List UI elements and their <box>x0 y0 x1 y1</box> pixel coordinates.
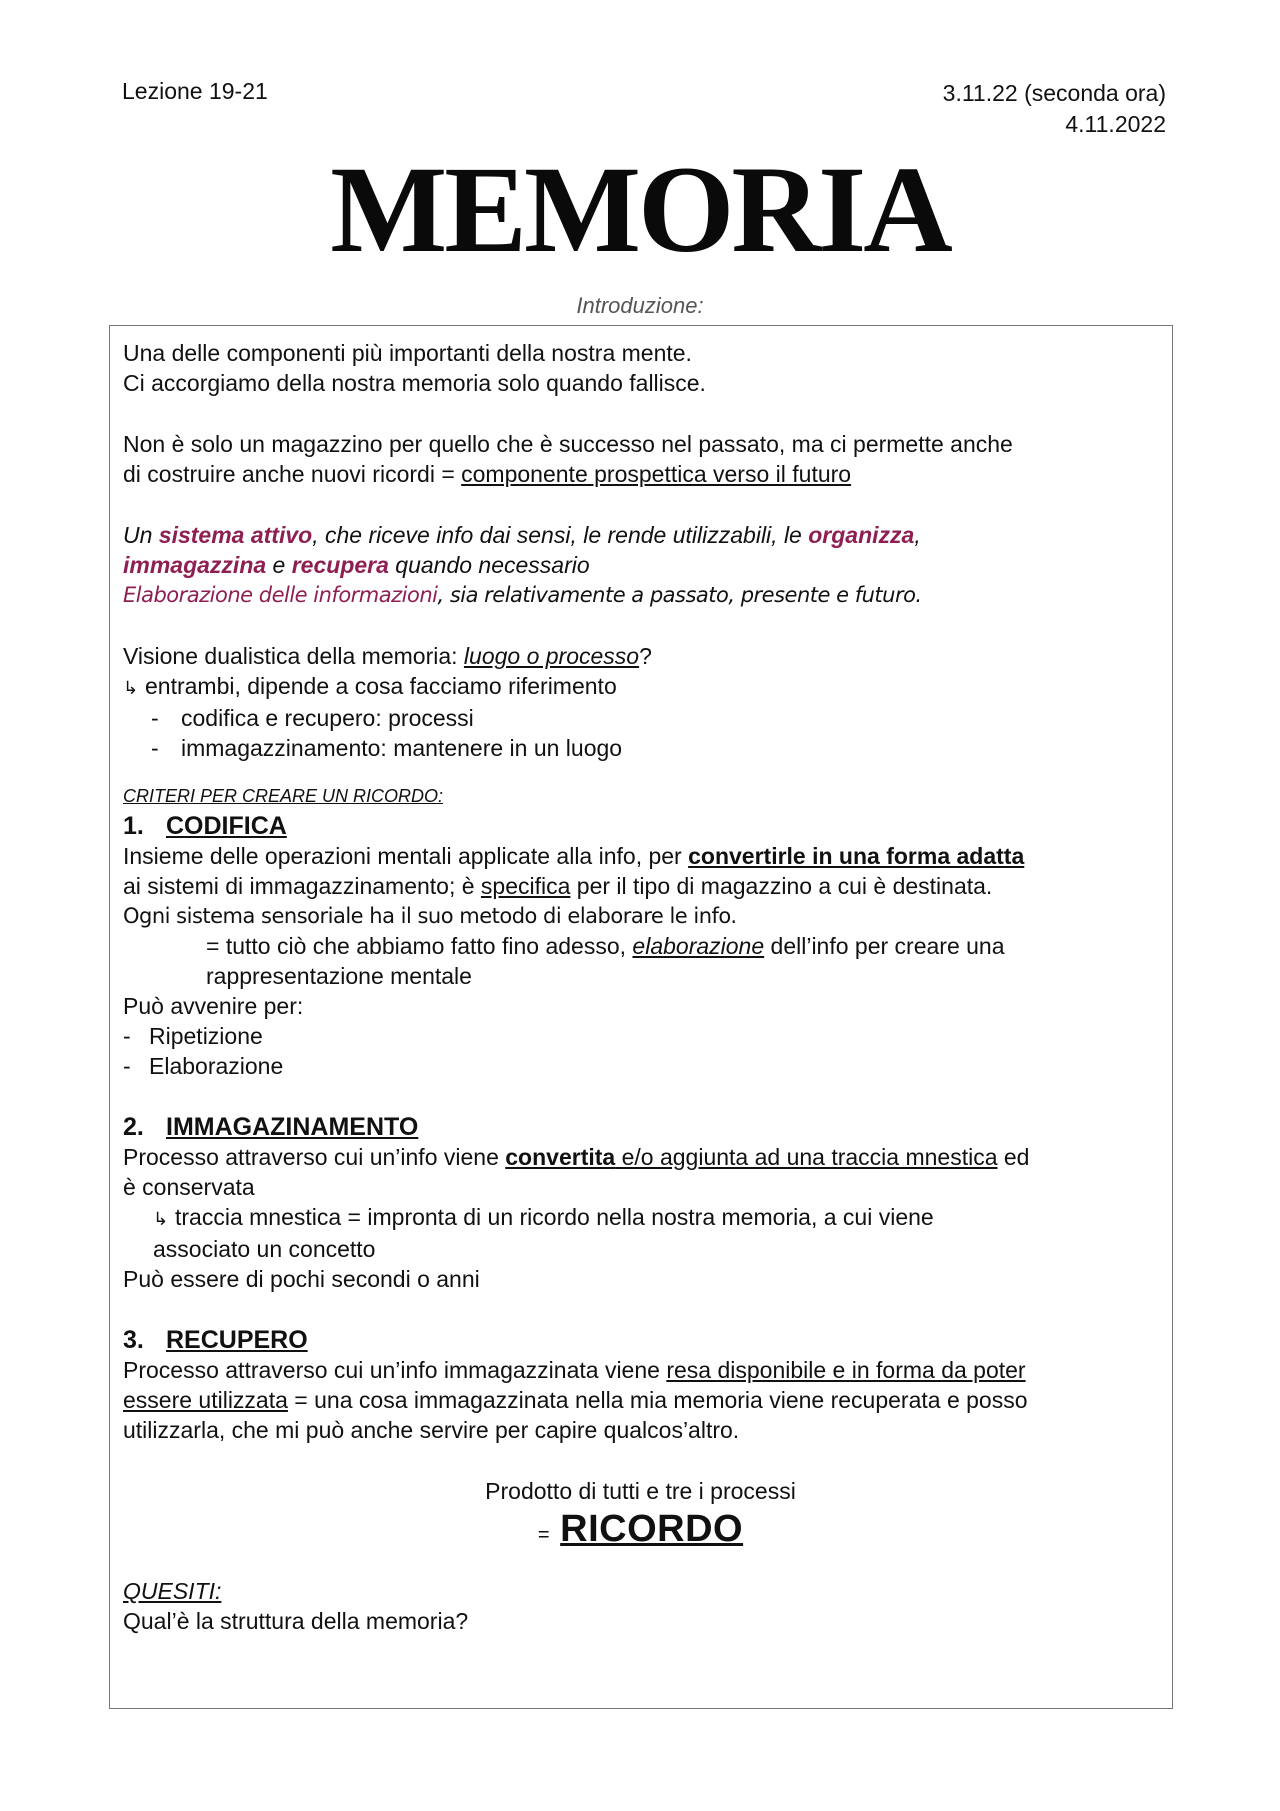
text-span: Processo attraverso cui un’info immagazzinata viene <box>123 1357 667 1383</box>
section-number: 2. <box>123 1113 144 1141</box>
quesiti-question-1: Qual’è la struttura della memoria? <box>123 1608 469 1634</box>
list-item <box>123 733 1158 763</box>
keyword-organize: organizza <box>808 522 915 548</box>
keyword-active-system: sistema attivo <box>158 522 313 548</box>
intro-line-1: Una delle componenti più importanti della nostra mente. <box>123 340 692 366</box>
text-span: Visione dualistica della memoria: <box>123 643 464 669</box>
product-line: Prodotto di tutti e tre i processi <box>485 1478 796 1504</box>
lesson-number: Lezione 19-21 <box>122 78 268 104</box>
date-line-2: 4.11.2022 <box>1065 111 1166 137</box>
definition-line-2 <box>123 550 1158 580</box>
codifica-line-1 <box>123 841 1158 871</box>
text-span: = tutto ciò che abbiamo fatto fino adesso, <box>206 933 633 959</box>
keyword-elaboration: Elaborazione delle informazioni <box>123 583 438 607</box>
definition-line-3 <box>123 580 1158 610</box>
place-or-process: luogo o processo <box>463 643 640 669</box>
definition-line-1 <box>123 520 1158 550</box>
text-span: dell’info per creare una <box>764 933 1005 959</box>
section-number: 3. <box>123 1326 144 1354</box>
text-span: e <box>266 552 292 578</box>
text-span: , sia relativamente a passato, presente e futuro. <box>437 583 922 607</box>
ricordo-word: RICORDO <box>560 1508 744 1550</box>
convert-phrase: convertirle in una forma adatta <box>688 843 1025 869</box>
intro-para-2b <box>123 459 1158 489</box>
keyword-retrieve: recupera <box>291 552 389 578</box>
lesson-dates <box>943 78 1166 140</box>
quesiti-heading: QUESITI: <box>123 1578 222 1604</box>
rec-line-3: utilizzarla, che mi può anche servire per capire qualcos’altro. <box>123 1417 740 1443</box>
section-number: 1. <box>123 812 144 840</box>
specific-word: specifica <box>480 873 571 899</box>
list-item <box>123 1051 1158 1081</box>
text-span: Elaborazione <box>149 1053 284 1079</box>
date-line-1: 3.11.22 (seconda ora) <box>942 80 1166 106</box>
imm-line-5: Può essere di pochi secondi o anni <box>123 1266 480 1292</box>
future-component: componente prospettica verso il futuro <box>461 461 852 487</box>
text-span: traccia mnestica = impronta di un ricordo nella nostra memoria, a cui viene <box>175 1204 934 1230</box>
imm-line-3 <box>123 1202 1158 1234</box>
section-immagazzinamento-title <box>123 1112 1158 1142</box>
list-item <box>123 1021 1158 1051</box>
return-arrow-icon: ↳ <box>153 1209 169 1229</box>
text-span: Un <box>123 522 159 548</box>
codifica-line-6: Può avvenire per: <box>123 993 304 1019</box>
list-item <box>123 703 1158 733</box>
codifica-line-2 <box>123 871 1158 901</box>
text-span: di costruire anche nuovi ricordi = <box>123 461 462 487</box>
codifica-line-5: rappresentazione mentale <box>206 963 472 989</box>
return-arrow-icon: ↳ <box>123 678 139 698</box>
text-span: , <box>914 522 921 548</box>
section-recupero-title <box>123 1325 1158 1355</box>
imm-line-1 <box>123 1142 1158 1172</box>
elaboration-word: elaborazione <box>632 933 765 959</box>
rec-line-1 <box>123 1355 1158 1385</box>
imm-line-4: associato un concetto <box>153 1236 376 1262</box>
section-name: CODIFICA <box>166 812 287 840</box>
dualism-answer <box>123 671 1158 703</box>
intro-line-2: Ci accorgiamo della nostra memoria solo quando fallisce. <box>123 370 706 396</box>
dash-bullet: - <box>123 1023 131 1049</box>
text-span: ai sistemi di immagazzinamento; è <box>123 873 481 899</box>
notes-box <box>109 325 1173 1709</box>
section-name: RECUPERO <box>166 1326 308 1354</box>
codifica-line-3: Ogni sistema sensoriale ha il suo metodo di elaborare le info. <box>123 904 737 928</box>
text-span: Insieme delle operazioni mentali applicate alla info, per <box>123 843 689 869</box>
text-span: , che riceve info dai sensi, le rende utilizzabili, le <box>312 522 809 548</box>
text-span: = una cosa immagazzinata nella mia memoria viene recuperata e posso <box>287 1387 1028 1413</box>
keyword-store: immagazzina <box>123 552 267 578</box>
made-available-phrase: resa disponibile e in forma da poter <box>666 1357 1026 1383</box>
text-span: immagazzinamento: mantenere in un luogo <box>181 735 623 761</box>
rec-line-2 <box>123 1385 1158 1415</box>
text-span: ? <box>639 643 652 669</box>
text-span: Ripetizione <box>149 1023 263 1049</box>
section-name: IMMAGAZINAMENTO <box>166 1113 419 1141</box>
text-span: Processo attraverso cui un’info viene <box>123 1144 506 1170</box>
dualism-question <box>123 641 1158 671</box>
intro-para-2a: Non è solo un magazzino per quello che è successo nel passato, ma ci permette anche <box>123 431 1013 457</box>
text-span: entrambi, dipende a cosa facciamo riferimento <box>145 673 617 699</box>
section-codifica-title <box>123 811 1158 841</box>
equals-sign: = <box>537 1524 550 1546</box>
page-title: MEMORIA <box>330 141 950 278</box>
dash-bullet: - <box>151 735 159 761</box>
converted-word: convertita <box>505 1144 616 1170</box>
text-span: per il tipo di magazzino a cui è destinata. <box>570 873 993 899</box>
imm-line-2: è conservata <box>123 1174 255 1200</box>
intro-label: Introduzione: <box>576 293 704 318</box>
text-span: quando necessario <box>388 552 590 578</box>
ricordo-result <box>123 1506 1158 1558</box>
codifica-line-4 <box>123 931 1158 961</box>
text-span: ed <box>997 1144 1030 1170</box>
criteria-heading: CRITERI PER CREARE UN RICORDO: <box>123 786 444 806</box>
dash-bullet: - <box>151 705 159 731</box>
added-trace-phrase: e/o aggiunta ad una traccia mnestica <box>615 1144 998 1170</box>
usable-phrase: essere utilizzata <box>123 1387 288 1413</box>
dash-bullet: - <box>123 1053 131 1079</box>
text-span: codifica e recupero: processi <box>181 705 474 731</box>
